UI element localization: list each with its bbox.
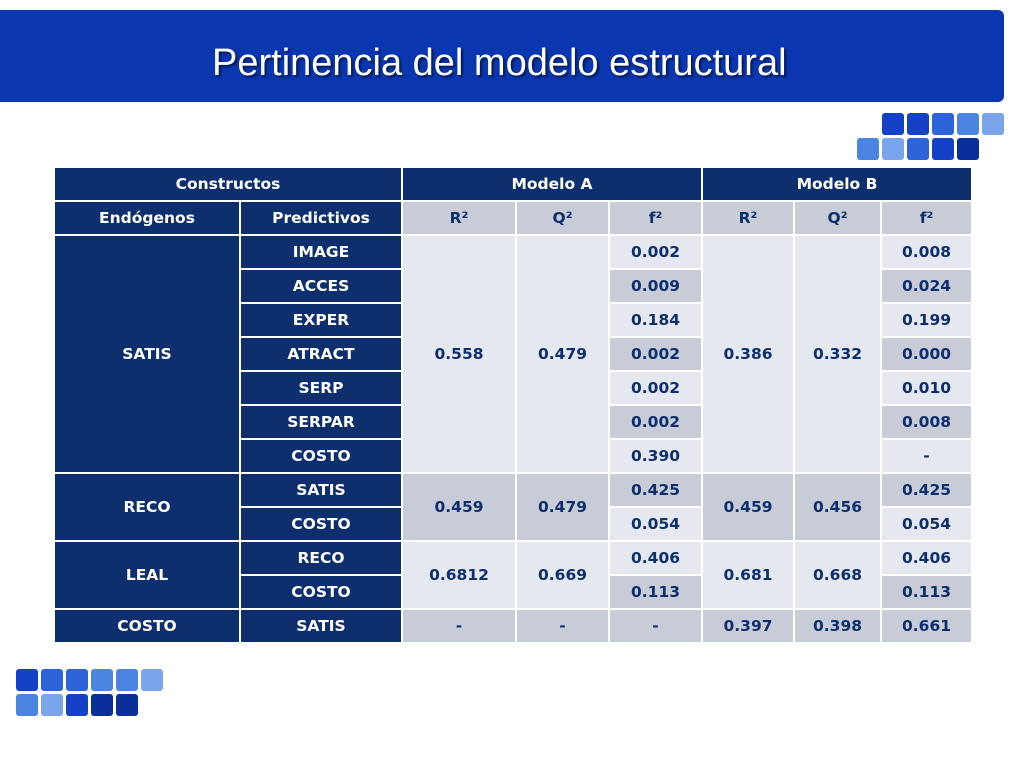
a-f2-cell: 0.425 xyxy=(609,473,702,507)
predictor-cell: SERP xyxy=(240,371,402,405)
decorative-square xyxy=(16,669,38,691)
predictor-cell: SATIS xyxy=(240,609,402,643)
header-b-f2: f² xyxy=(881,201,972,235)
a-r2-cell: 0.558 xyxy=(402,235,516,473)
b-f2-cell: 0.054 xyxy=(881,507,972,541)
decorative-square xyxy=(91,669,113,691)
decorative-squares-top xyxy=(857,113,1004,160)
a-f2-cell: 0.184 xyxy=(609,303,702,337)
b-f2-cell: 0.008 xyxy=(881,235,972,269)
predictor-cell: SERPAR xyxy=(240,405,402,439)
header-endogenous: Endógenos xyxy=(54,201,240,235)
decorative-square xyxy=(91,694,113,716)
a-f2-cell: 0.406 xyxy=(609,541,702,575)
decorative-square xyxy=(41,669,63,691)
header-b-q2: Q² xyxy=(794,201,881,235)
decorative-squares-bottom xyxy=(16,669,163,716)
b-f2-cell: 0.010 xyxy=(881,371,972,405)
a-q2-cell: 0.479 xyxy=(516,473,609,541)
decorative-square xyxy=(957,113,979,135)
predictor-cell: COSTO xyxy=(240,439,402,473)
table-row xyxy=(54,473,972,507)
a-r2-cell: - xyxy=(402,609,516,643)
predictor-cell: ATRACT xyxy=(240,337,402,371)
decorative-square xyxy=(66,669,88,691)
a-f2-cell: 0.002 xyxy=(609,405,702,439)
header-a-q2: Q² xyxy=(516,201,609,235)
decorative-square xyxy=(982,113,1004,135)
header-model-a: Modelo A xyxy=(402,167,702,201)
header-row-1 xyxy=(54,167,972,201)
b-f2-cell: 0.425 xyxy=(881,473,972,507)
b-f2-cell: 0.199 xyxy=(881,303,972,337)
predictor-cell: EXPER xyxy=(240,303,402,337)
header-a-f2: f² xyxy=(609,201,702,235)
table-row xyxy=(54,609,972,643)
b-r2-cell: 0.386 xyxy=(702,235,794,473)
decorative-square xyxy=(41,694,63,716)
a-r2-cell: 0.6812 xyxy=(402,541,516,609)
header-constructs: Constructos xyxy=(54,167,402,201)
a-f2-cell: 0.113 xyxy=(609,575,702,609)
a-f2-cell: 0.002 xyxy=(609,337,702,371)
predictor-cell: COSTO xyxy=(240,575,402,609)
header-a-r2: R² xyxy=(402,201,516,235)
a-f2-cell: 0.002 xyxy=(609,371,702,405)
header-row-2 xyxy=(54,201,972,235)
a-f2-cell: 0.009 xyxy=(609,269,702,303)
b-q2-cell: 0.398 xyxy=(794,609,881,643)
decorative-square xyxy=(932,138,954,160)
decorative-square xyxy=(932,113,954,135)
b-f2-cell: - xyxy=(881,439,972,473)
a-f2-cell: 0.390 xyxy=(609,439,702,473)
title-bar xyxy=(0,10,1004,102)
decorative-square xyxy=(16,694,38,716)
decorative-square xyxy=(907,138,929,160)
decorative-square xyxy=(882,138,904,160)
b-f2-cell: 0.113 xyxy=(881,575,972,609)
predictor-cell: IMAGE xyxy=(240,235,402,269)
decorative-square xyxy=(957,138,979,160)
decorative-square xyxy=(882,113,904,135)
header-predictive: Predictivos xyxy=(240,201,402,235)
a-q2-cell: - xyxy=(516,609,609,643)
a-r2-cell: 0.459 xyxy=(402,473,516,541)
a-q2-cell: 0.479 xyxy=(516,235,609,473)
table-row xyxy=(54,541,972,575)
decorative-square xyxy=(116,669,138,691)
decorative-square xyxy=(141,669,163,691)
endogenous-satis: SATIS xyxy=(54,235,240,473)
b-f2-cell: 0.406 xyxy=(881,541,972,575)
b-f2-cell: 0.024 xyxy=(881,269,972,303)
predictor-cell: ACCES xyxy=(240,269,402,303)
b-r2-cell: 0.681 xyxy=(702,541,794,609)
a-q2-cell: 0.669 xyxy=(516,541,609,609)
decorative-square xyxy=(907,113,929,135)
endogenous-reco: RECO xyxy=(54,473,240,541)
predictor-cell: RECO xyxy=(240,541,402,575)
header-b-r2: R² xyxy=(702,201,794,235)
structural-model-table xyxy=(53,166,973,644)
decorative-square xyxy=(857,138,879,160)
a-f2-cell: 0.002 xyxy=(609,235,702,269)
b-q2-cell: 0.668 xyxy=(794,541,881,609)
b-q2-cell: 0.456 xyxy=(794,473,881,541)
b-r2-cell: 0.459 xyxy=(702,473,794,541)
b-f2-cell: 0.008 xyxy=(881,405,972,439)
a-f2-cell: 0.054 xyxy=(609,507,702,541)
decorative-square xyxy=(116,694,138,716)
b-f2-cell: 0.000 xyxy=(881,337,972,371)
endogenous-costo: COSTO xyxy=(54,609,240,643)
table-row xyxy=(54,235,972,269)
endogenous-leal: LEAL xyxy=(54,541,240,609)
b-r2-cell: 0.397 xyxy=(702,609,794,643)
a-f2-cell: - xyxy=(609,609,702,643)
header-model-b: Modelo B xyxy=(702,167,972,201)
decorative-square xyxy=(66,694,88,716)
slide-title: Pertinencia del modelo estructural xyxy=(212,42,787,84)
b-f2-cell: 0.661 xyxy=(881,609,972,643)
predictor-cell: COSTO xyxy=(240,507,402,541)
b-q2-cell: 0.332 xyxy=(794,235,881,473)
predictor-cell: SATIS xyxy=(240,473,402,507)
